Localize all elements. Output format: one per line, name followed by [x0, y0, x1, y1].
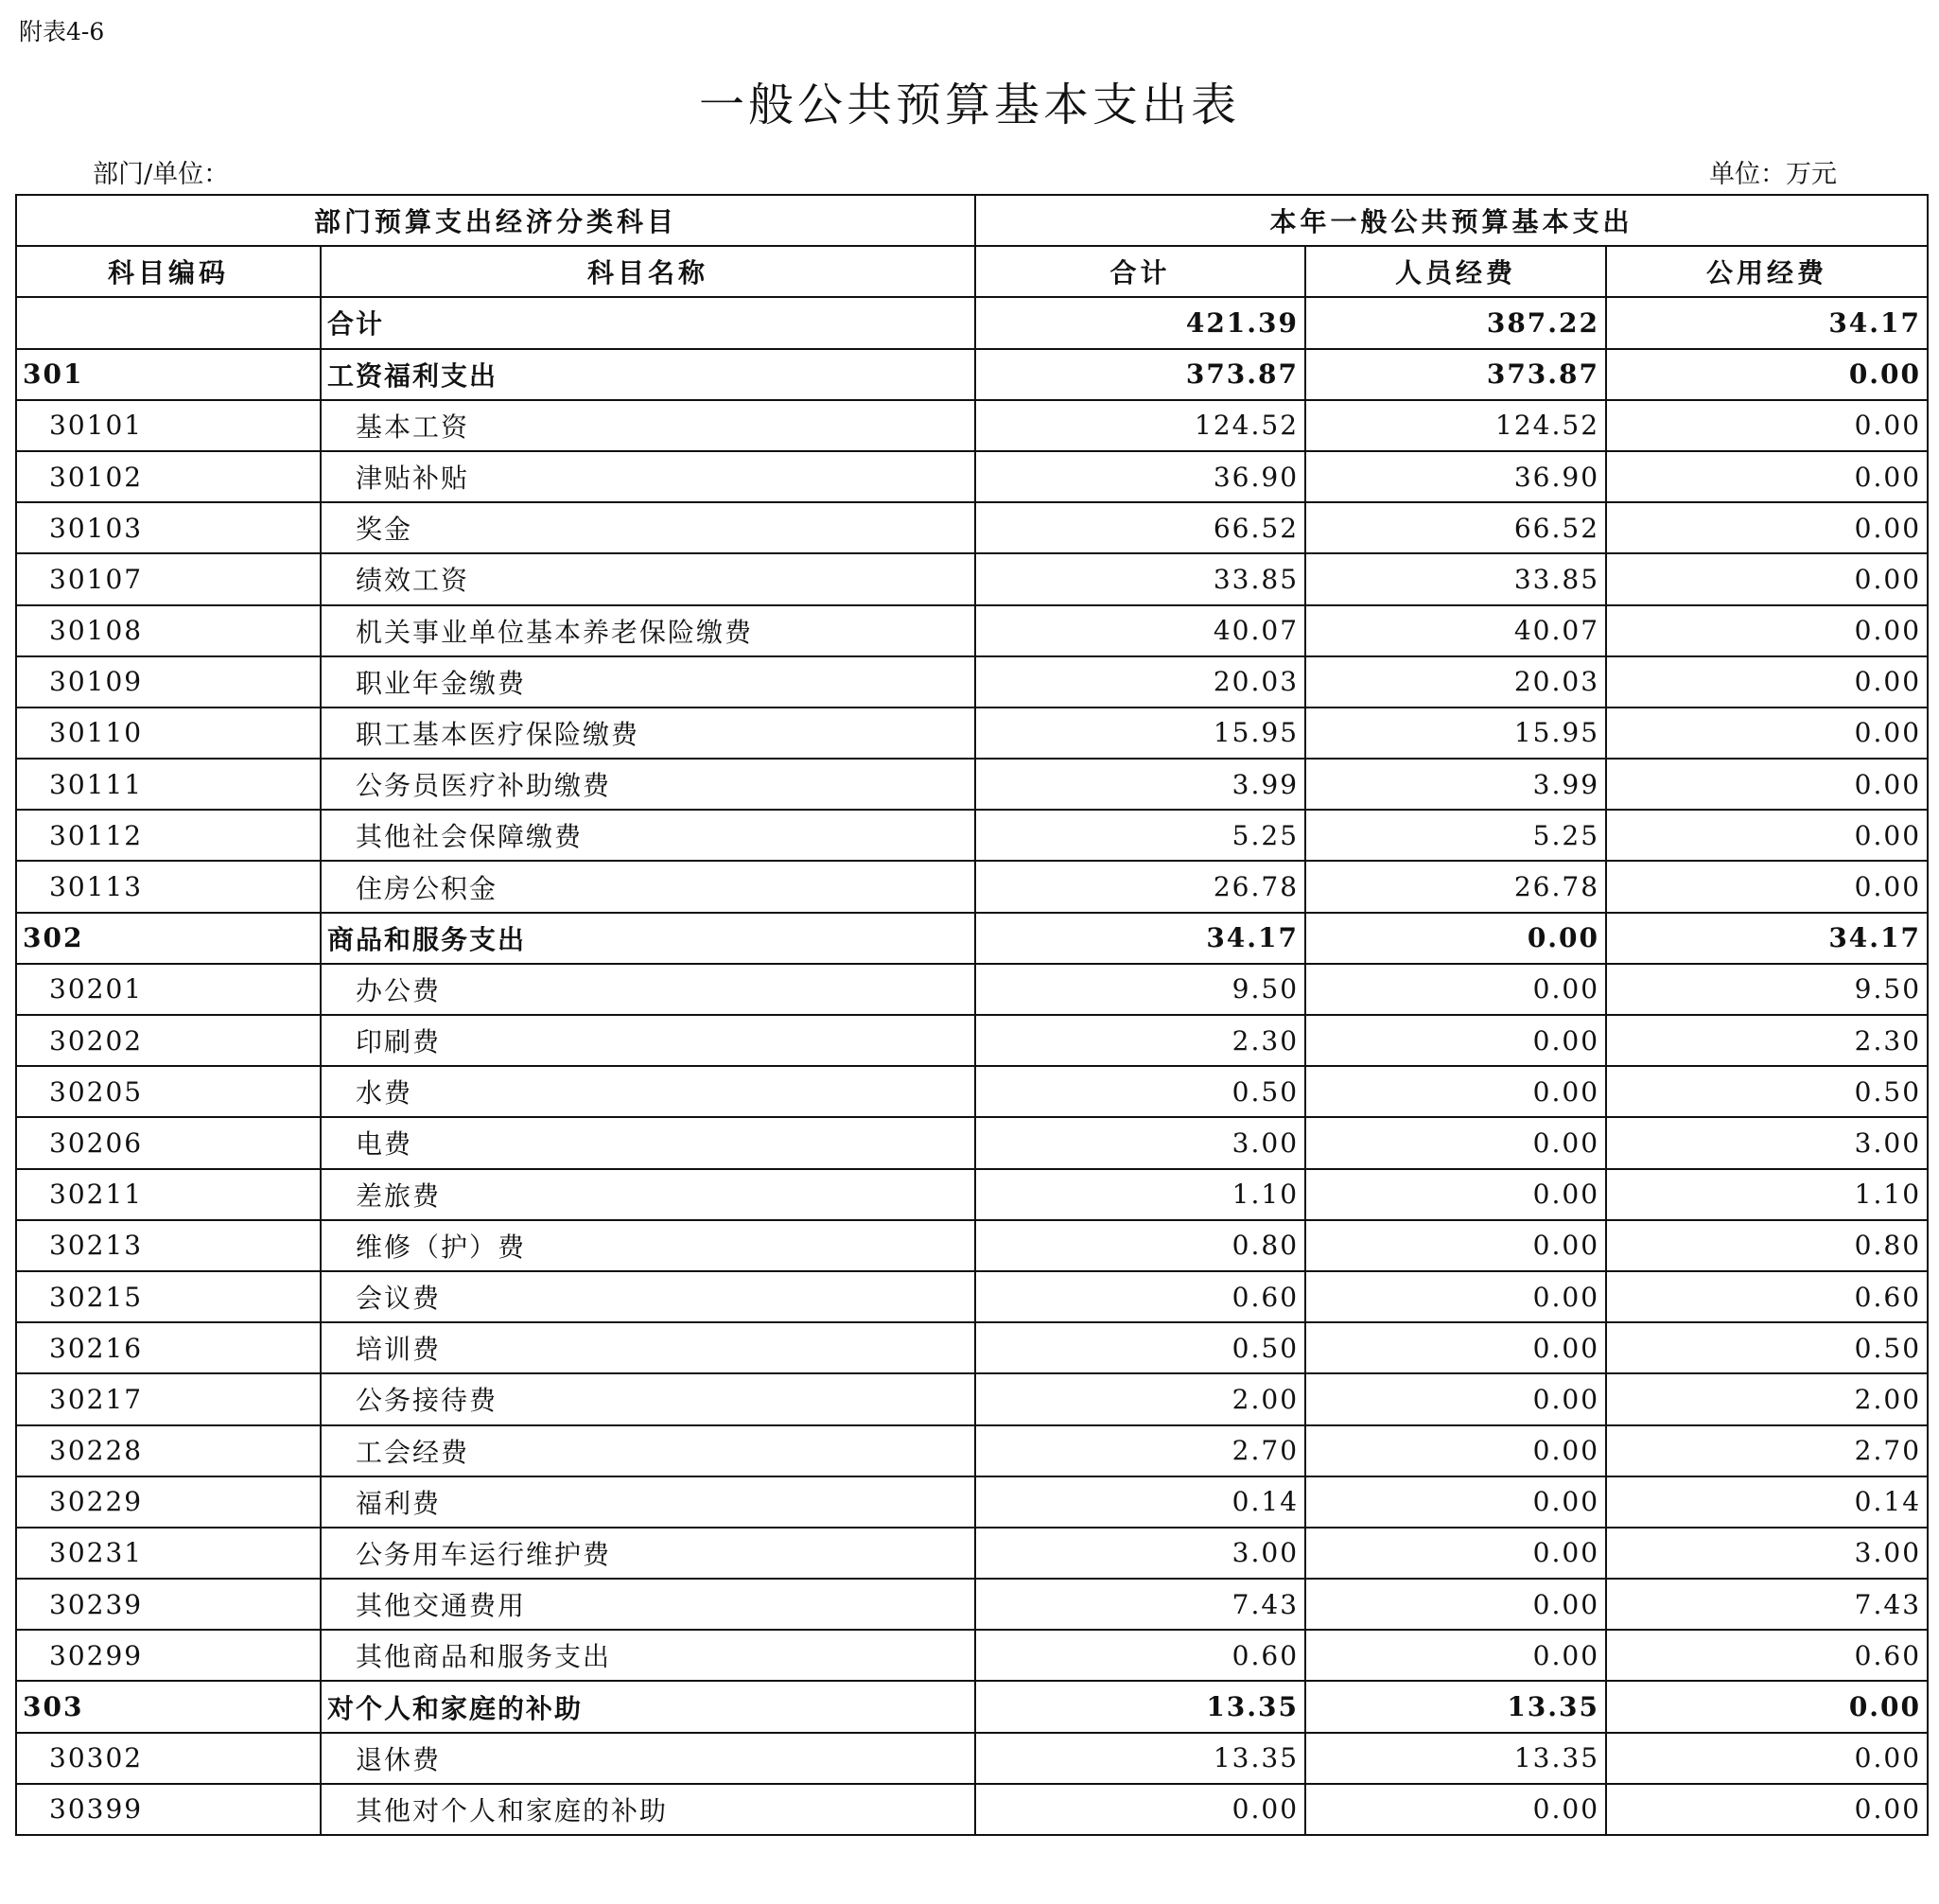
- cell-total: 3.99: [975, 759, 1305, 810]
- cell-name: 公务用车运行维护费: [321, 1528, 975, 1579]
- table-row: [16, 1784, 1928, 1835]
- cell-name: 津贴补贴: [321, 451, 975, 502]
- column-header-code: 科目编码: [16, 246, 321, 297]
- cell-personnel: 0.00: [1305, 1117, 1606, 1168]
- cell-public: 0.00: [1606, 1681, 1928, 1732]
- table-group-header-row: [16, 195, 1928, 246]
- cell-personnel: 36.90: [1305, 451, 1606, 502]
- cell-total: 0.60: [975, 1271, 1305, 1322]
- cell-public: 0.00: [1606, 451, 1928, 502]
- cell-personnel: 40.07: [1305, 605, 1606, 656]
- cell-personnel: 387.22: [1305, 297, 1606, 348]
- cell-code: 30110: [16, 707, 321, 759]
- table-row: [16, 1579, 1928, 1630]
- cell-personnel: 124.52: [1305, 400, 1606, 451]
- table-row: [16, 707, 1928, 759]
- cell-total: 26.78: [975, 861, 1305, 912]
- cell-code: 30231: [16, 1528, 321, 1579]
- table-row: [16, 861, 1928, 912]
- cell-personnel: 0.00: [1305, 1476, 1606, 1528]
- table-row: [16, 297, 1928, 348]
- table-row: [16, 349, 1928, 400]
- cell-name: 维修（护）费: [321, 1220, 975, 1271]
- cell-code: 30299: [16, 1630, 321, 1681]
- cell-name: 绩效工资: [321, 553, 975, 604]
- cell-personnel: 0.00: [1305, 964, 1606, 1015]
- table-row: [16, 810, 1928, 861]
- cell-public: 0.14: [1606, 1476, 1928, 1528]
- cell-name: 公务接待费: [321, 1373, 975, 1424]
- cell-public: 0.60: [1606, 1630, 1928, 1681]
- cell-code: 30399: [16, 1784, 321, 1835]
- cell-code: 30113: [16, 861, 321, 912]
- cell-personnel: 0.00: [1305, 1015, 1606, 1066]
- table-row: [16, 400, 1928, 451]
- cell-code: 30215: [16, 1271, 321, 1322]
- cell-name: 印刷费: [321, 1015, 975, 1066]
- group-header-economic-category: 部门预算支出经济分类科目: [16, 195, 975, 246]
- table-row: [16, 1117, 1928, 1168]
- cell-code: 30101: [16, 400, 321, 451]
- cell-personnel: 0.00: [1305, 1220, 1606, 1271]
- cell-public: 0.50: [1606, 1322, 1928, 1373]
- cell-personnel: 13.35: [1305, 1733, 1606, 1784]
- cell-personnel: 3.99: [1305, 759, 1606, 810]
- column-header-personnel: 人员经费: [1305, 246, 1606, 297]
- table-row: [16, 1015, 1928, 1066]
- cell-public: 1.10: [1606, 1169, 1928, 1220]
- cell-public: 0.00: [1606, 553, 1928, 604]
- department-label: 部门/单位：: [93, 160, 230, 189]
- cell-public: 0.00: [1606, 502, 1928, 553]
- cell-total: 2.30: [975, 1015, 1305, 1066]
- cell-code: 30201: [16, 964, 321, 1015]
- cell-public: 3.00: [1606, 1117, 1928, 1168]
- cell-code: 30103: [16, 502, 321, 553]
- cell-public: 0.00: [1606, 349, 1928, 400]
- cell-public: 7.43: [1606, 1579, 1928, 1630]
- cell-code: 30112: [16, 810, 321, 861]
- table-row: [16, 1528, 1928, 1579]
- cell-code: 30107: [16, 553, 321, 604]
- cell-total: 15.95: [975, 707, 1305, 759]
- cell-total: 5.25: [975, 810, 1305, 861]
- cell-public: 0.00: [1606, 1733, 1928, 1784]
- cell-name: 工会经费: [321, 1425, 975, 1476]
- cell-code: 30206: [16, 1117, 321, 1168]
- table-row: [16, 913, 1928, 964]
- cell-personnel: 373.87: [1305, 349, 1606, 400]
- cell-name: 基本工资: [321, 400, 975, 451]
- cell-code: 30109: [16, 656, 321, 707]
- cell-public: 0.00: [1606, 759, 1928, 810]
- cell-name: 其他交通费用: [321, 1579, 975, 1630]
- cell-personnel: 0.00: [1305, 1425, 1606, 1476]
- cell-total: 9.50: [975, 964, 1305, 1015]
- table-row: [16, 1373, 1928, 1424]
- cell-personnel: 33.85: [1305, 553, 1606, 604]
- cell-code: 303: [16, 1681, 321, 1732]
- cell-personnel: 15.95: [1305, 707, 1606, 759]
- cell-code: 30102: [16, 451, 321, 502]
- cell-personnel: 0.00: [1305, 1528, 1606, 1579]
- cell-public: 0.00: [1606, 656, 1928, 707]
- cell-name: 工资福利支出: [321, 349, 975, 400]
- cell-personnel: 0.00: [1305, 1630, 1606, 1681]
- cell-personnel: 20.03: [1305, 656, 1606, 707]
- table-row: [16, 1630, 1928, 1681]
- cell-personnel: 0.00: [1305, 1066, 1606, 1117]
- cell-name: 退休费: [321, 1733, 975, 1784]
- table-row: [16, 1169, 1928, 1220]
- cell-code: 30216: [16, 1322, 321, 1373]
- page-title: 一般公共预算基本支出表: [698, 79, 1240, 131]
- column-header-total: 合计: [975, 246, 1305, 297]
- cell-code: 30202: [16, 1015, 321, 1066]
- table-row: [16, 1681, 1928, 1732]
- table-row: [16, 1066, 1928, 1117]
- cell-public: 0.60: [1606, 1271, 1928, 1322]
- cell-public: 9.50: [1606, 964, 1928, 1015]
- cell-code: 30217: [16, 1373, 321, 1424]
- cell-total: 0.60: [975, 1630, 1305, 1681]
- cell-code: 30111: [16, 759, 321, 810]
- cell-name: 其他对个人和家庭的补助: [321, 1784, 975, 1835]
- table-row: [16, 1220, 1928, 1271]
- attachment-number: 附表4-6: [19, 18, 105, 45]
- cell-total: 0.00: [975, 1784, 1305, 1835]
- cell-personnel: 0.00: [1305, 1784, 1606, 1835]
- cell-public: 0.00: [1606, 810, 1928, 861]
- cell-total: 0.50: [975, 1066, 1305, 1117]
- cell-total: 34.17: [975, 913, 1305, 964]
- column-header-public: 公用经费: [1606, 246, 1928, 297]
- cell-total: 2.00: [975, 1373, 1305, 1424]
- cell-total: 36.90: [975, 451, 1305, 502]
- cell-name: 公务员医疗补助缴费: [321, 759, 975, 810]
- cell-public: 0.80: [1606, 1220, 1928, 1271]
- cell-name: 职工基本医疗保险缴费: [321, 707, 975, 759]
- table-row: [16, 605, 1928, 656]
- table-row: [16, 759, 1928, 810]
- table-row: [16, 502, 1928, 553]
- cell-public: 0.00: [1606, 1784, 1928, 1835]
- cell-public: 0.00: [1606, 605, 1928, 656]
- cell-public: 0.50: [1606, 1066, 1928, 1117]
- cell-code: 30229: [16, 1476, 321, 1528]
- cell-personnel: 0.00: [1305, 1271, 1606, 1322]
- cell-personnel: 0.00: [1305, 913, 1606, 964]
- cell-total: 1.10: [975, 1169, 1305, 1220]
- cell-total: 33.85: [975, 553, 1305, 604]
- cell-name: 会议费: [321, 1271, 975, 1322]
- table-column-header-row: [16, 246, 1928, 297]
- cell-name: 合计: [321, 297, 975, 348]
- cell-name: 住房公积金: [321, 861, 975, 912]
- cell-personnel: 26.78: [1305, 861, 1606, 912]
- cell-name: 奖金: [321, 502, 975, 553]
- column-header-name: 科目名称: [321, 246, 975, 297]
- cell-code: 30211: [16, 1169, 321, 1220]
- unit-label: 单位：万元: [1709, 160, 1837, 189]
- cell-total: 373.87: [975, 349, 1305, 400]
- cell-code: 302: [16, 913, 321, 964]
- cell-total: 0.50: [975, 1322, 1305, 1373]
- cell-personnel: 13.35: [1305, 1681, 1606, 1732]
- cell-code: 30205: [16, 1066, 321, 1117]
- cell-personnel: 66.52: [1305, 502, 1606, 553]
- cell-code: 301: [16, 349, 321, 400]
- table-row: [16, 1425, 1928, 1476]
- cell-name: 电费: [321, 1117, 975, 1168]
- cell-total: 0.14: [975, 1476, 1305, 1528]
- cell-total: 66.52: [975, 502, 1305, 553]
- cell-total: 124.52: [975, 400, 1305, 451]
- table-row: [16, 1322, 1928, 1373]
- cell-total: 13.35: [975, 1733, 1305, 1784]
- cell-total: 3.00: [975, 1528, 1305, 1579]
- cell-personnel: 0.00: [1305, 1373, 1606, 1424]
- cell-public: 2.30: [1606, 1015, 1928, 1066]
- cell-personnel: 0.00: [1305, 1322, 1606, 1373]
- cell-name: 其他社会保障缴费: [321, 810, 975, 861]
- cell-public: 2.00: [1606, 1373, 1928, 1424]
- cell-code: [16, 297, 321, 348]
- cell-public: 0.00: [1606, 861, 1928, 912]
- cell-total: 0.80: [975, 1220, 1305, 1271]
- table-row: [16, 656, 1928, 707]
- cell-total: 20.03: [975, 656, 1305, 707]
- table-row: [16, 1733, 1928, 1784]
- table-row: [16, 1271, 1928, 1322]
- budget-table: [15, 194, 1929, 1836]
- cell-personnel: 0.00: [1305, 1579, 1606, 1630]
- table-row: [16, 451, 1928, 502]
- table-row: [16, 553, 1928, 604]
- cell-public: 34.17: [1606, 297, 1928, 348]
- cell-total: 421.39: [975, 297, 1305, 348]
- cell-name: 其他商品和服务支出: [321, 1630, 975, 1681]
- cell-name: 培训费: [321, 1322, 975, 1373]
- cell-total: 13.35: [975, 1681, 1305, 1732]
- table-row: [16, 1476, 1928, 1528]
- cell-code: 30108: [16, 605, 321, 656]
- cell-total: 2.70: [975, 1425, 1305, 1476]
- cell-personnel: 0.00: [1305, 1169, 1606, 1220]
- cell-total: 3.00: [975, 1117, 1305, 1168]
- cell-name: 商品和服务支出: [321, 913, 975, 964]
- cell-public: 3.00: [1606, 1528, 1928, 1579]
- cell-name: 水费: [321, 1066, 975, 1117]
- group-header-basic-expenditure: 本年一般公共预算基本支出: [975, 195, 1928, 246]
- cell-public: 2.70: [1606, 1425, 1928, 1476]
- cell-name: 职业年金缴费: [321, 656, 975, 707]
- cell-name: 机关事业单位基本养老保险缴费: [321, 605, 975, 656]
- cell-name: 差旅费: [321, 1169, 975, 1220]
- table-row: [16, 964, 1928, 1015]
- cell-name: 对个人和家庭的补助: [321, 1681, 975, 1732]
- cell-total: 7.43: [975, 1579, 1305, 1630]
- cell-name: 福利费: [321, 1476, 975, 1528]
- cell-personnel: 5.25: [1305, 810, 1606, 861]
- cell-public: 0.00: [1606, 400, 1928, 451]
- cell-name: 办公费: [321, 964, 975, 1015]
- cell-code: 30228: [16, 1425, 321, 1476]
- cell-public: 34.17: [1606, 913, 1928, 964]
- cell-total: 40.07: [975, 605, 1305, 656]
- cell-public: 0.00: [1606, 707, 1928, 759]
- cell-code: 30213: [16, 1220, 321, 1271]
- cell-code: 30239: [16, 1579, 321, 1630]
- cell-code: 30302: [16, 1733, 321, 1784]
